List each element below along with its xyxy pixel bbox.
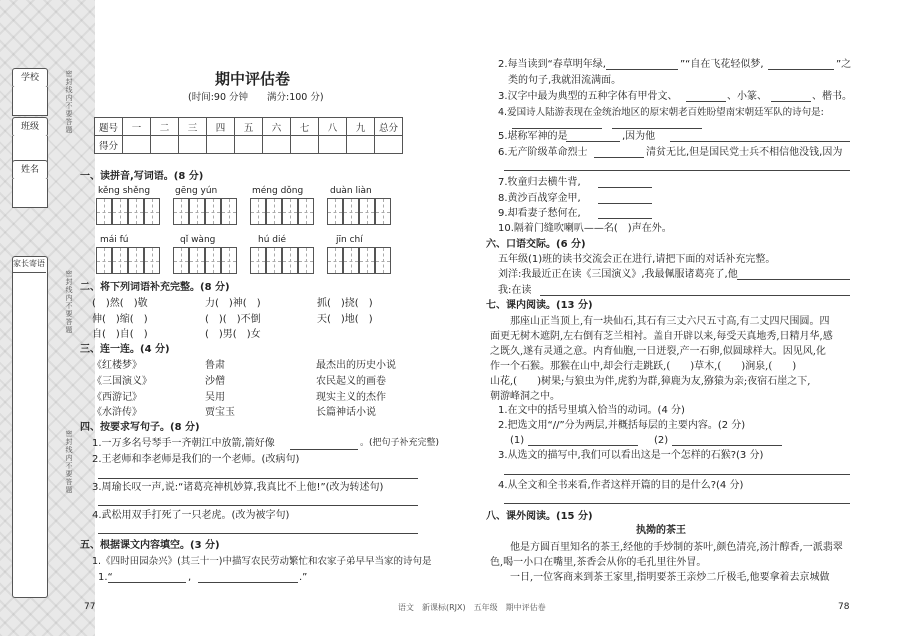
- answer-label: (1): [510, 435, 525, 446]
- writing-box[interactable]: [128, 198, 144, 225]
- question-text: 。(把句子补充完整): [360, 438, 440, 448]
- question-text: ”“自在飞花轻似梦,: [680, 59, 764, 70]
- section-5-heading: 五、根据课文内容填空。(3 分): [80, 540, 220, 551]
- score-cell[interactable]: [375, 136, 403, 154]
- writing-box[interactable]: [144, 247, 160, 274]
- passage-line: 色,喝一小口在嘴里,茶香会从你的毛孔里往外冒。: [490, 557, 707, 568]
- answer-line[interactable]: [512, 128, 602, 129]
- fill-word[interactable]: ( )然( )敬: [92, 298, 148, 309]
- writing-box[interactable]: [327, 198, 343, 225]
- question-text: 1.在文中的括号里填入恰当的动词。(4 分): [498, 405, 685, 416]
- writing-box[interactable]: [282, 198, 298, 225]
- writing-box[interactable]: [221, 247, 237, 274]
- score-header-cell: 四: [207, 118, 235, 136]
- pinyin: gēng yún: [175, 186, 218, 196]
- writing-box[interactable]: [250, 247, 266, 274]
- answer-line[interactable]: [504, 170, 850, 171]
- section-2-heading: 二、将下列词语补充完整。(8 分): [80, 282, 230, 293]
- score-header-cell: 六: [263, 118, 291, 136]
- section-7-heading: 七、课内阅读。(13 分): [486, 300, 593, 311]
- answer-line[interactable]: [672, 445, 782, 446]
- writing-box[interactable]: [282, 247, 298, 274]
- dialogue-text: 我:在读: [498, 285, 532, 296]
- question-text: 8.黄沙百战穿金甲,: [498, 193, 581, 204]
- match-item[interactable]: 吴用: [205, 392, 225, 403]
- answer-line[interactable]: [737, 279, 850, 280]
- passage-line: 面更无树木遮阴,左右倒有芝兰相衬。盖自开辟以来,每受天真地秀,日精月华,感: [490, 331, 833, 342]
- writing-box[interactable]: [343, 198, 359, 225]
- answer-line[interactable]: [540, 295, 850, 296]
- question-text: 、小篆、: [727, 91, 767, 102]
- answer-line[interactable]: [612, 128, 702, 129]
- score-cell[interactable]: [179, 136, 207, 154]
- writing-box[interactable]: [205, 247, 221, 274]
- page-number-left: 77: [84, 602, 96, 612]
- fill-word[interactable]: 伸( )缩( ): [92, 314, 148, 325]
- school-label: 学校: [12, 68, 48, 88]
- writing-box[interactable]: [359, 198, 375, 225]
- match-item[interactable]: 《水浒传》: [92, 407, 142, 418]
- writing-box[interactable]: [327, 247, 343, 274]
- answer-line[interactable]: [771, 101, 811, 102]
- question-text: 4.爱国诗人陆游表现在金统治地区的原宋朝老百姓盼望南宋朝廷军队的诗句是:: [498, 107, 824, 118]
- question-text: 3.周瑜长叹一声,说:“诸葛亮神机妙算,我真比不上他!”(改为转述句): [92, 482, 384, 493]
- fill-word[interactable]: ( )男( )女: [205, 329, 261, 340]
- passage-line: 之既久,遂有灵通之意。内育仙胞,一日迸裂,产一石卵,似圆球样大。因见风,化: [490, 346, 826, 357]
- parent-message-box[interactable]: [12, 256, 48, 598]
- school-field[interactable]: [12, 87, 48, 116]
- writing-box[interactable]: [189, 198, 205, 225]
- writing-box[interactable]: [173, 247, 189, 274]
- question-text: 2.把选文用“//”分为两层,并概括每层的主要内容。(2 分): [498, 420, 746, 431]
- question-text: 3.汉字中最为典型的五种字体有甲骨文、: [498, 91, 678, 102]
- answer-line[interactable]: [598, 187, 652, 188]
- section-6-heading: 六、口语交际。(6 分): [486, 239, 586, 250]
- question-text: 、楷书。: [812, 91, 852, 102]
- section-3-heading: 三、连一连。(4 分): [80, 344, 170, 355]
- question-text: 10.隔着门缝吹喇叭——名( )声在外。: [498, 223, 672, 234]
- writing-box[interactable]: [359, 247, 375, 274]
- score-cell[interactable]: [319, 136, 347, 154]
- question-text: 类的句子,我就泪流满面。: [508, 75, 622, 86]
- match-item[interactable]: 现实主义的杰作: [316, 392, 386, 403]
- parent-message-title: 家长寄语: [12, 256, 46, 273]
- passage-line: 一日,一位客商来到茶王家里,指明要茶王亲炒二斤极毛,他要拿着去京城做: [490, 572, 830, 583]
- score-header-cell: 八: [319, 118, 347, 136]
- score-header-cell: 一: [123, 118, 151, 136]
- passage-line: 作一个石猴。那猴在山中,却会行走跳跃,( )草木,( )涧泉,( ): [490, 361, 797, 372]
- writing-box[interactable]: [298, 247, 314, 274]
- match-item[interactable]: 《西游记》: [92, 392, 142, 403]
- writing-box[interactable]: [144, 198, 160, 225]
- question-text: 2.王老师和李老师是我们的一个老师。(改病句): [92, 454, 300, 465]
- question-text: 清贫无比,但是国民党士兵不相信他没钱,因为: [646, 147, 843, 158]
- comma: ,: [188, 572, 192, 583]
- exam-subtitle: (时间:90 分钟 满分:100 分): [188, 92, 324, 103]
- question-text: 2.每当读到“春草明年绿,: [498, 59, 606, 70]
- name-field[interactable]: [12, 179, 48, 208]
- answer-line[interactable]: [98, 533, 418, 534]
- answer-line[interactable]: [606, 69, 678, 70]
- pinyin: hú dié: [258, 235, 287, 245]
- answer-line[interactable]: [594, 157, 644, 158]
- question-text: 4.武松用双手打死了一只老虎。(改为被字句): [92, 510, 290, 521]
- match-item[interactable]: 鲁肃: [205, 360, 225, 371]
- answer-label: (2): [654, 435, 669, 446]
- seal-line-note: 密封线内不要答题: [65, 270, 73, 334]
- seal-line-note: 密封线内不要答题: [65, 70, 73, 134]
- pinyin: kěng shěng: [98, 186, 151, 196]
- dialogue-text: 刘洋:我最近正在读《三国演义》,我最佩服诸葛亮了,他: [498, 269, 738, 280]
- fill-word[interactable]: 力( )神( ): [205, 298, 261, 309]
- pinyin: duàn liàn: [330, 186, 372, 196]
- score-header-cell: 七: [291, 118, 319, 136]
- question-text: 3.从选文的描写中,我们可以看出这是一个怎样的石猴?(3 分): [498, 450, 764, 461]
- answer-line[interactable]: [598, 218, 652, 219]
- answer-line[interactable]: [504, 474, 850, 475]
- score-header-cell: 三: [179, 118, 207, 136]
- answer-line[interactable]: [504, 503, 850, 504]
- writing-box[interactable]: [128, 247, 144, 274]
- writing-box[interactable]: [266, 247, 282, 274]
- score-row-label: 得分: [95, 136, 123, 154]
- score-header-cell: 总分: [375, 118, 403, 136]
- writing-box[interactable]: [375, 247, 391, 274]
- passage-line: 朝游峰洞之中。: [490, 391, 560, 402]
- question-text: 5.堪称军神的是: [498, 131, 568, 142]
- pinyin: qǐ wàng: [180, 235, 216, 245]
- match-item[interactable]: 农民起义的画卷: [316, 376, 386, 387]
- section-8-heading: 八、课外阅读。(15 分): [486, 511, 593, 522]
- match-item[interactable]: 《红楼梦》: [92, 360, 142, 371]
- question-text: 1.《四时田园杂兴》(其三十一)中描写农民劳动繁忙和农家子弟早早当家的诗句是: [92, 556, 432, 567]
- answer-line[interactable]: [566, 141, 620, 142]
- question-text: 9.却看妻子愁何在,: [498, 208, 581, 219]
- score-header-cell: 二: [151, 118, 179, 136]
- pinyin: mái fú: [100, 235, 129, 245]
- writing-box[interactable]: [250, 198, 266, 225]
- score-cell[interactable]: [263, 136, 291, 154]
- passage-line: 山花,( )树果;与狼虫为伴,虎豹为群,獐鹿为友,猕猿为亲;夜宿石崖之下,: [490, 376, 811, 387]
- answer-line[interactable]: [108, 582, 186, 583]
- score-cell[interactable]: [347, 136, 375, 154]
- writing-box[interactable]: [96, 198, 112, 225]
- score-table: [94, 117, 403, 154]
- answer-line[interactable]: [290, 449, 358, 450]
- score-cell[interactable]: [151, 136, 179, 154]
- writing-box[interactable]: [96, 247, 112, 274]
- name-label: 姓名: [12, 160, 48, 180]
- score-cell[interactable]: [235, 136, 263, 154]
- answer-line[interactable]: [98, 505, 418, 506]
- passage-line: 那座山正当顶上,有一块仙石,其石有三丈六尺五寸高,有二丈四尺围圆。四: [490, 316, 830, 327]
- match-item[interactable]: 最杰出的历史小说: [316, 360, 396, 371]
- writing-box[interactable]: [375, 198, 391, 225]
- match-item[interactable]: 《三国演义》: [92, 376, 152, 387]
- fill-word[interactable]: 抓( )挠( ): [317, 298, 373, 309]
- writing-box[interactable]: [298, 198, 314, 225]
- writing-box[interactable]: [189, 247, 205, 274]
- exam-title: 期中评估卷: [215, 70, 291, 88]
- section-1-heading: 一、读拼音,写词语。(8 分): [80, 171, 204, 182]
- answer-line[interactable]: [768, 69, 834, 70]
- quote-open: 1.“: [98, 572, 113, 583]
- score-cell[interactable]: [123, 136, 151, 154]
- section-4-heading: 四、按要求写句子。(8 分): [80, 422, 200, 433]
- dialogue-text: 五年级(1)班的读书交流会正在进行,请把下面的对话补充完整。: [498, 254, 776, 265]
- score-header-cell: 九: [347, 118, 375, 136]
- fill-word[interactable]: 天( )地( ): [317, 314, 373, 325]
- answer-line[interactable]: [686, 101, 726, 102]
- score-header-cell: 五: [235, 118, 263, 136]
- writing-box[interactable]: [112, 198, 128, 225]
- fill-word[interactable]: 自( )自( ): [92, 329, 148, 340]
- question-text: 1.一万多名号琴手一齐朝江中放箭,箭好像: [92, 438, 275, 449]
- question-text: ,因为他: [622, 131, 656, 142]
- page-number-right: 78: [838, 602, 850, 612]
- fill-word[interactable]: ( )( )不倒: [205, 314, 261, 325]
- answer-line[interactable]: [198, 582, 298, 583]
- footer-text: 语文 新课标(RJX) 五年级 期中评估卷: [398, 603, 546, 612]
- answer-line[interactable]: [670, 141, 850, 142]
- match-item[interactable]: 沙僧: [205, 376, 225, 387]
- match-item[interactable]: 贾宝玉: [205, 407, 235, 418]
- question-text: 4.从全文和全书来看,作者这样开篇的目的是什么?(4 分): [498, 480, 744, 491]
- pinyin: méng dǒng: [252, 186, 304, 196]
- seal-line-note: 密封线内不要答题: [65, 430, 73, 494]
- question-text: 7.牧童归去横牛背,: [498, 177, 581, 188]
- writing-box[interactable]: [343, 247, 359, 274]
- match-item[interactable]: 长篇神话小说: [316, 407, 376, 418]
- writing-box[interactable]: [221, 198, 237, 225]
- score-header-cell: 题号: [95, 118, 123, 136]
- question-text: ”之: [836, 59, 852, 70]
- question-text: 6.无产阶级革命烈士: [498, 147, 588, 158]
- writing-box[interactable]: [266, 198, 282, 225]
- writing-box[interactable]: [112, 247, 128, 274]
- reading-title: 执拗的茶王: [636, 525, 686, 536]
- passage-line: 他是方圆百里知名的茶王,经他的手炒制的茶叶,颜色清亮,汤汁醇香,一派翡翠: [490, 542, 843, 553]
- score-cell[interactable]: [291, 136, 319, 154]
- writing-box[interactable]: [205, 198, 221, 225]
- answer-line[interactable]: [598, 203, 652, 204]
- writing-box[interactable]: [173, 198, 189, 225]
- answer-line[interactable]: [98, 478, 418, 479]
- quote-close: .”: [299, 572, 308, 583]
- pinyin: jīn chí: [336, 235, 363, 245]
- score-cell[interactable]: [207, 136, 235, 154]
- answer-line[interactable]: [528, 445, 638, 446]
- class-label: 班级: [12, 117, 48, 137]
